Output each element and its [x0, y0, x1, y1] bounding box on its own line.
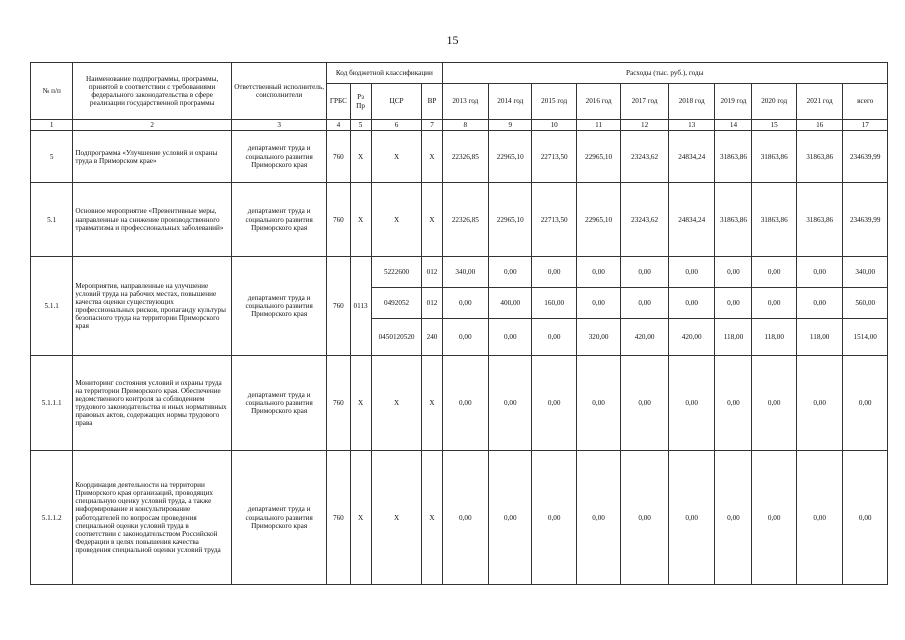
row-grbs: 760: [327, 356, 350, 451]
row-value: 0,00: [668, 356, 715, 451]
column-number: 9: [489, 120, 532, 131]
row-value: 31863,86: [715, 183, 752, 257]
row-value: 22965,10: [576, 131, 620, 183]
row-name: Подпрограмма «Улучшение условий и охраны труда в Приморском крае»: [73, 131, 232, 183]
row-value: 160,00: [532, 288, 576, 319]
row-value: 0,00: [752, 288, 796, 319]
row-total: 560,00: [843, 288, 888, 319]
header-total: всего: [843, 84, 888, 120]
row-value: 22965,10: [489, 131, 532, 183]
row-csr: X: [371, 183, 422, 257]
row-total: 1514,00: [843, 319, 888, 356]
row-value: 0,00: [489, 356, 532, 451]
row-grbs: 760: [327, 257, 350, 356]
table-row: [31, 131, 888, 183]
column-number: 3: [232, 120, 327, 131]
header-rzpr: Рз Пр: [350, 84, 371, 120]
page-number: 15: [446, 33, 459, 47]
row-value: 0,00: [489, 451, 532, 585]
row-value: 0,00: [442, 319, 489, 356]
row-value: 0,00: [442, 288, 489, 319]
header-expenses: Расходы (тыс. руб.), годы: [442, 63, 887, 84]
header-year: 2014 год: [489, 84, 532, 120]
row-value: 0,00: [752, 356, 796, 451]
row-value: 0,00: [668, 257, 715, 288]
row-value: 0,00: [796, 356, 843, 451]
row-value: 22965,10: [576, 183, 620, 257]
column-number: 13: [668, 120, 715, 131]
row-csr: X: [371, 131, 422, 183]
row-value: 400,00: [489, 288, 532, 319]
row-value: 0,00: [715, 257, 752, 288]
row-value: 0,00: [621, 257, 669, 288]
row-value: 0,00: [796, 451, 843, 585]
header-csr: ЦСР: [371, 84, 422, 120]
row-value: 0,00: [621, 451, 669, 585]
row-value: 0,00: [576, 356, 620, 451]
row-rzpr: X: [350, 131, 371, 183]
row-value: 0,00: [532, 356, 576, 451]
row-value: 0,00: [442, 356, 489, 451]
row-num: 5: [31, 131, 73, 183]
column-number: 12: [621, 120, 669, 131]
header-name: Наименование подпрограммы, программы, принятой в соответствии с требованиями федерального законодательства в сфере реализации государственной программы: [73, 63, 232, 120]
row-value: 22965,10: [489, 183, 532, 257]
row-grbs: 760: [327, 183, 350, 257]
column-number: 6: [371, 120, 422, 131]
row-value: 0,00: [621, 288, 669, 319]
header-year: 2013 год: [442, 84, 489, 120]
column-number-row: [31, 120, 888, 131]
row-csr: 5222600: [371, 257, 422, 288]
row-value: 0,00: [489, 319, 532, 356]
row-num: 5.1.1: [31, 257, 73, 356]
header-year: 2017 год: [621, 84, 669, 120]
row-responsible: департамент труда и социального развития Приморского края: [232, 131, 327, 183]
column-number: 10: [532, 120, 576, 131]
column-number: 15: [752, 120, 796, 131]
column-number: 7: [422, 120, 442, 131]
row-vr: X: [422, 356, 442, 451]
row-value: 0,00: [715, 288, 752, 319]
row-grbs: 760: [327, 451, 350, 585]
row-value: 0,00: [752, 451, 796, 585]
header-year: 2015 год: [532, 84, 576, 120]
row-value: 0,00: [796, 288, 843, 319]
row-value: 0,00: [715, 356, 752, 451]
row-value: 23243,62: [621, 131, 669, 183]
row-value: 31863,86: [796, 183, 843, 257]
row-name: Мониторинг состояния условий и охраны труда на территории Приморского края. Обеспечение ведомственного контроля за соблюдением трудового законодательства и иных нормативных правовых актов, содержащих нормы трудового права: [73, 356, 232, 451]
row-value: 31863,86: [752, 131, 796, 183]
row-value: 22326,85: [442, 183, 489, 257]
row-value: 0,00: [668, 451, 715, 585]
table-row: [31, 257, 888, 288]
row-total: 0,00: [843, 356, 888, 451]
column-number: 1: [31, 120, 73, 131]
row-vr: X: [422, 131, 442, 183]
row-value: 31863,86: [796, 131, 843, 183]
row-value: 420,00: [668, 319, 715, 356]
row-value: 118,00: [752, 319, 796, 356]
row-csr: 0450120520: [371, 319, 422, 356]
row-rzpr: X: [350, 356, 371, 451]
table-row: [31, 451, 888, 585]
row-value: 420,00: [621, 319, 669, 356]
row-value: 0,00: [796, 257, 843, 288]
row-rzpr: X: [350, 183, 371, 257]
row-value: 320,00: [576, 319, 620, 356]
row-csr: X: [371, 451, 422, 585]
row-value: 0,00: [532, 257, 576, 288]
row-value: 0,00: [532, 451, 576, 585]
column-number: 14: [715, 120, 752, 131]
row-total: 234639,99: [843, 131, 888, 183]
row-name: Мероприятия, направленные на улучшение условий труда на рабочих местах, повышение качества оценки существующих профессиональных рисков, пропаганду культуры безопасного труда на территории Приморского края: [73, 257, 232, 356]
column-number: 8: [442, 120, 489, 131]
row-value: 24834,24: [668, 131, 715, 183]
row-value: 24834,24: [668, 183, 715, 257]
row-value: 22713,50: [532, 131, 576, 183]
table-row: [31, 183, 888, 257]
row-value: 0,00: [489, 257, 532, 288]
row-csr: X: [371, 356, 422, 451]
row-vr: 012: [422, 288, 442, 319]
row-num: 5.1.1.1: [31, 356, 73, 451]
header-vr: ВР: [422, 84, 442, 120]
column-number: 5: [350, 120, 371, 131]
header-year: 2019 год: [715, 84, 752, 120]
row-vr: 240: [422, 319, 442, 356]
column-number: 4: [327, 120, 350, 131]
row-value: 22713,50: [532, 183, 576, 257]
header-budget-code: Код бюджетной классификации: [327, 63, 442, 84]
row-rzpr: 0113: [350, 257, 371, 356]
table-row: [31, 356, 888, 451]
header-responsible: Ответственный исполнитель, соисполнители: [232, 63, 327, 120]
row-value: 118,00: [715, 319, 752, 356]
row-value: 0,00: [621, 356, 669, 451]
row-value: 0,00: [715, 451, 752, 585]
row-value: 31863,86: [752, 183, 796, 257]
row-vr: 012: [422, 257, 442, 288]
row-value: 23243,62: [621, 183, 669, 257]
column-number: 2: [73, 120, 232, 131]
row-total: 340,00: [843, 257, 888, 288]
row-vr: X: [422, 183, 442, 257]
row-csr: 0492052: [371, 288, 422, 319]
row-value: 340,00: [442, 257, 489, 288]
row-name: Координация деятельности на территории Приморского края организаций, проводящих специальную оценку условий труда, а также информирование и консультирование работодателей по вопросам проведения специальной оценки условий труда в соответствии с законодательством Российской Федерации в целях повышения качества проведения специальной оценки условий труда: [73, 451, 232, 585]
row-responsible: департамент труда и социального развития Приморского края: [232, 451, 327, 585]
header-grbs: ГРБС: [327, 84, 350, 120]
row-responsible: департамент труда и социального развития Приморского края: [232, 356, 327, 451]
row-value: 0,00: [752, 257, 796, 288]
column-number: 11: [576, 120, 620, 131]
row-value: 0,00: [668, 288, 715, 319]
row-value: 31863,86: [715, 131, 752, 183]
header-year: 2021 год: [796, 84, 843, 120]
row-value: 0,00: [532, 319, 576, 356]
header-year: 2018 год: [668, 84, 715, 120]
row-total: 234639,99: [843, 183, 888, 257]
column-number: 16: [796, 120, 843, 131]
row-value: 0,00: [576, 257, 620, 288]
row-num: 5.1: [31, 183, 73, 257]
column-number: 17: [843, 120, 888, 131]
row-num: 5.1.1.2: [31, 451, 73, 585]
row-grbs: 760: [327, 131, 350, 183]
header-year: 2016 год: [576, 84, 620, 120]
row-responsible: департамент труда и социального развития Приморского края: [232, 257, 327, 356]
row-name: Основное мероприятие «Превентивные меры, направленные на снижение производственного травматизма и профессиональных заболеваний»: [73, 183, 232, 257]
row-value: 0,00: [442, 451, 489, 585]
row-value: 0,00: [576, 451, 620, 585]
row-responsible: департамент труда и социального развития Приморского края: [232, 183, 327, 257]
header-num: № п/п: [31, 63, 73, 120]
row-rzpr: X: [350, 451, 371, 585]
budget-table: [30, 62, 888, 585]
row-value: 0,00: [576, 288, 620, 319]
row-value: 22326,85: [442, 131, 489, 183]
header-year: 2020 год: [752, 84, 796, 120]
row-total: 0,00: [843, 451, 888, 585]
row-value: 118,00: [796, 319, 843, 356]
row-vr: X: [422, 451, 442, 585]
